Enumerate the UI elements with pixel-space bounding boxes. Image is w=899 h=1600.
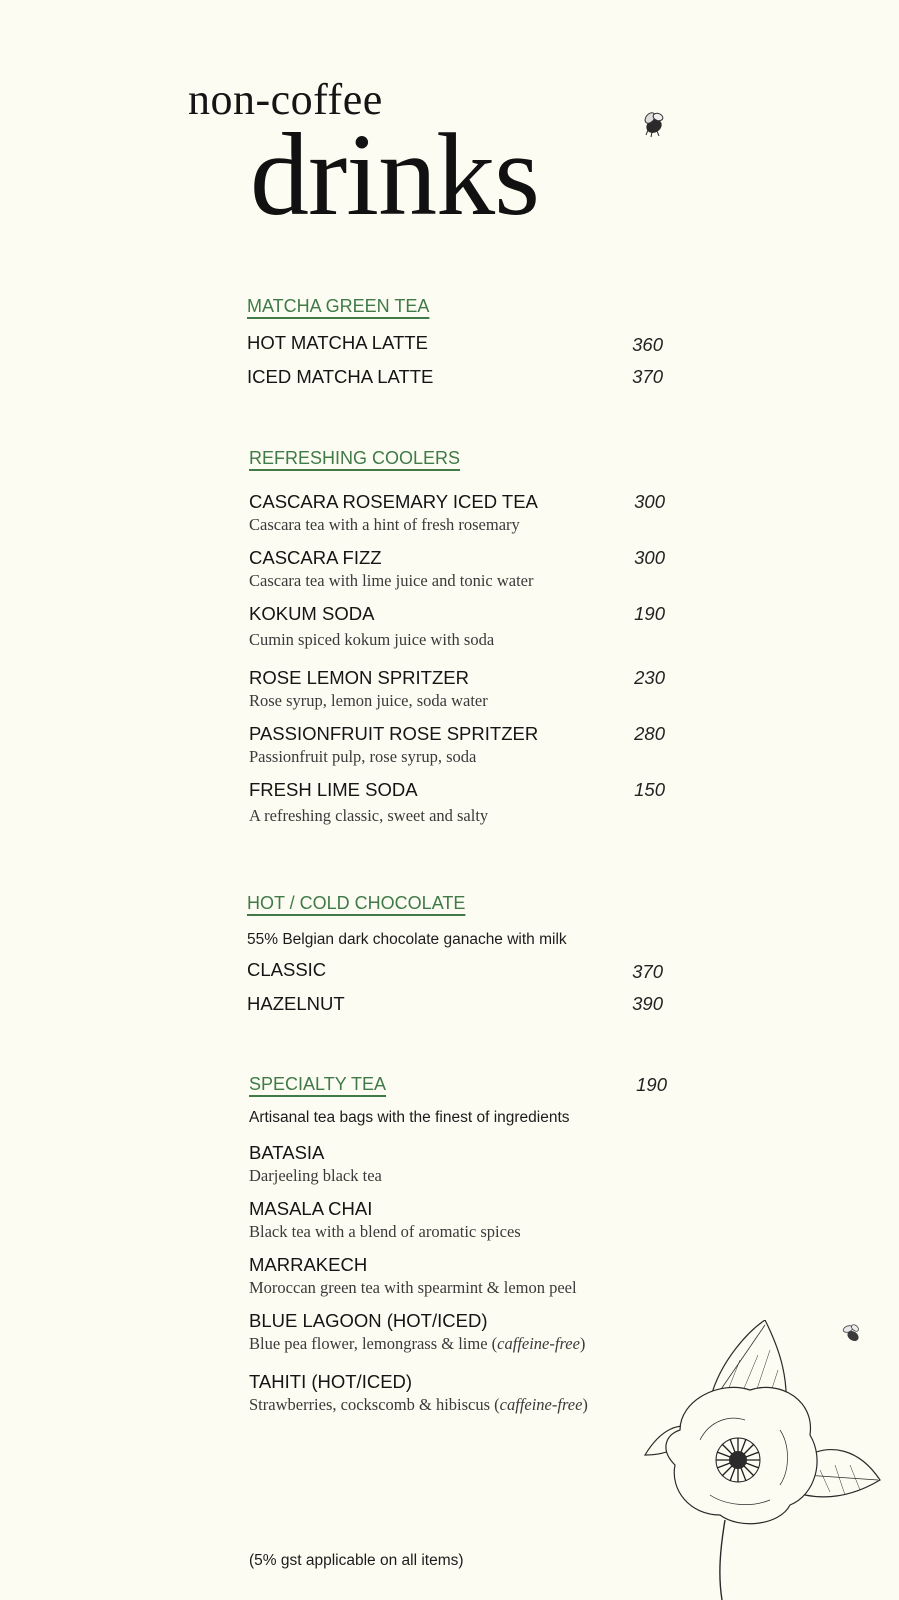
section-note: 55% Belgian dark chocolate ganache with milk <box>247 931 567 948</box>
title-small: non-coffee <box>188 75 383 124</box>
item-name: MASALA CHAI <box>249 1198 373 1219</box>
section-heading-tea: SPECIALTY TEA <box>249 1074 387 1094</box>
item-name: ROSE LEMON SPRITZER <box>249 667 469 688</box>
section-price: 190 <box>636 1074 667 1095</box>
item-name: CLASSIC <box>247 959 327 980</box>
item-description: Strawberries, cockscomb & hibiscus (caffeine-free) <box>249 1395 588 1414</box>
item-description: Cascara tea with lime juice and tonic water <box>249 571 534 590</box>
section-heading-matcha: MATCHA GREEN TEA <box>247 296 430 316</box>
item-name: HAZELNUT <box>247 993 345 1014</box>
footer-note: (5% gst applicable on all items) <box>249 1552 464 1569</box>
item-name: TAHITI (HOT/ICED) <box>249 1371 413 1392</box>
item-name: BATASIA <box>249 1142 325 1163</box>
bee-icon <box>638 108 670 140</box>
section-heading-chocolate: HOT / COLD CHOCOLATE <box>247 893 466 913</box>
item-description: Black tea with a blend of aromatic spices <box>249 1222 521 1241</box>
item-price: 190 <box>634 603 665 624</box>
item-name: KOKUM SODA <box>249 603 375 624</box>
item-price: 300 <box>634 491 665 512</box>
section-heading-coolers: REFRESHING COOLERS <box>249 448 461 468</box>
item-description: Blue pea flower, lemongrass & lime (caffeine-free) <box>249 1334 586 1353</box>
item-name: MARRAKECH <box>249 1254 368 1275</box>
item-description: A refreshing classic, sweet and salty <box>249 806 489 825</box>
item-price: 300 <box>634 547 665 568</box>
item-name: CASCARA ROSEMARY ICED TEA <box>249 491 538 512</box>
flower-illustration <box>640 1320 890 1600</box>
item-price: 230 <box>634 667 665 688</box>
item-price: 370 <box>632 366 663 387</box>
item-price: 280 <box>634 723 665 744</box>
section-note: Artisanal tea bags with the finest of ingredients <box>249 1109 570 1126</box>
item-name: BLUE LAGOON (HOT/ICED) <box>249 1310 488 1331</box>
item-name: CASCARA FIZZ <box>249 547 382 568</box>
item-name: FRESH LIME SODA <box>249 779 418 800</box>
item-description: Moroccan green tea with spearmint & lemon peel <box>249 1278 577 1297</box>
title-big: drinks <box>250 109 539 240</box>
item-name: PASSIONFRUIT ROSE SPRITZER <box>249 723 539 744</box>
item-description: Cascara tea with a hint of fresh rosemary <box>249 515 520 534</box>
item-description: Passionfruit pulp, rose syrup, soda <box>249 747 477 766</box>
item-price: 390 <box>632 993 663 1014</box>
item-price: 150 <box>634 779 665 800</box>
item-description: Rose syrup, lemon juice, soda water <box>249 691 488 710</box>
item-description: Cumin spiced kokum juice with soda <box>249 630 495 649</box>
item-name: HOT MATCHA LATTE <box>247 332 428 353</box>
item-price: 360 <box>632 334 663 355</box>
item-name: ICED MATCHA LATTE <box>247 366 434 387</box>
item-description: Darjeeling black tea <box>249 1166 382 1185</box>
item-price: 370 <box>632 961 663 982</box>
